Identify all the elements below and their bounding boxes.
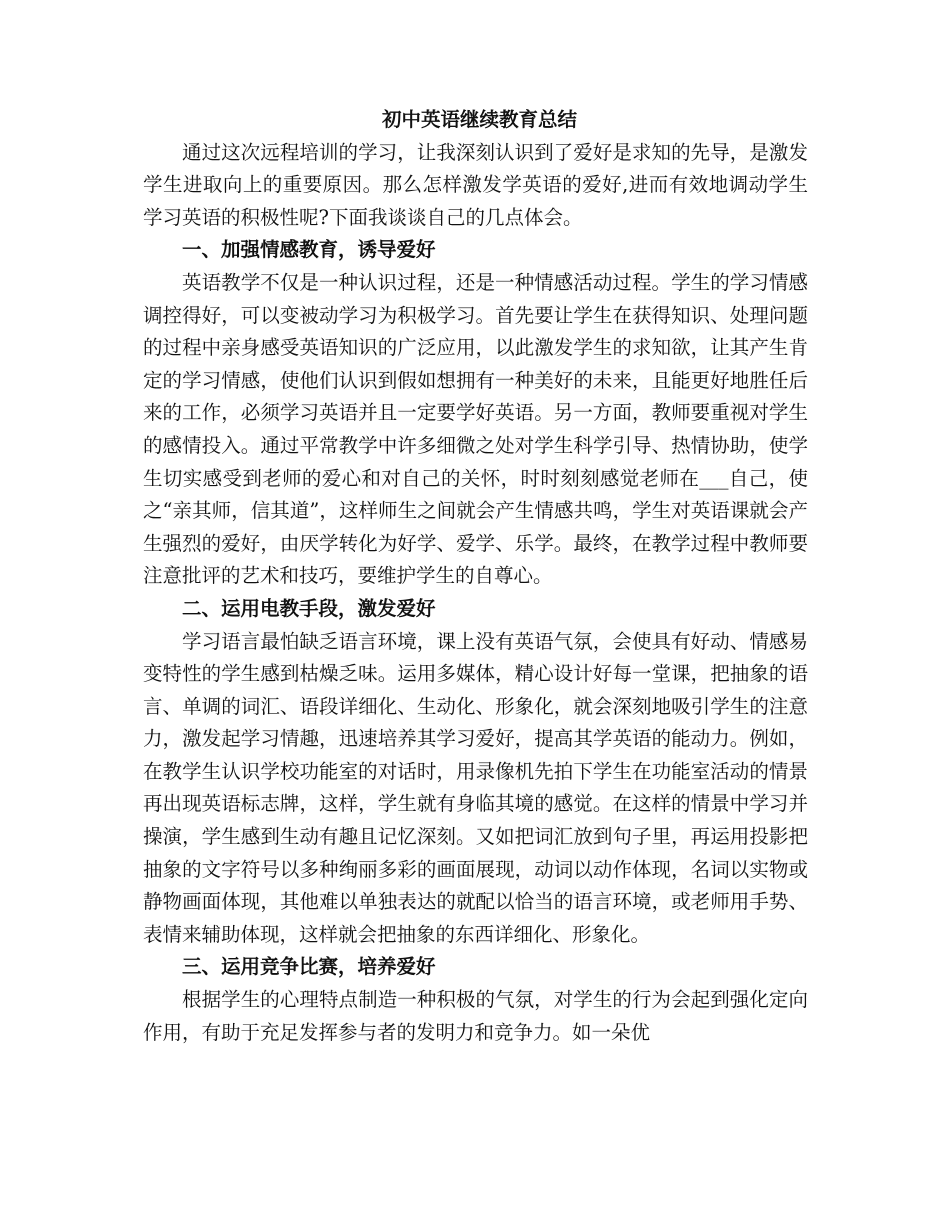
intro-paragraph: 通过这次远程培训的学习，让我深刻认识到了爱好是求知的先导，是激发学生进取向上的重要原因。那么怎样激发学英语的爱好,进而有效地调动学生学习英语的积极性呢?下面我谈谈自己的几点体会。 bbox=[143, 140, 808, 229]
section-heading-2: 二、运用电教手段，激发爱好 bbox=[182, 596, 436, 620]
section-heading-3: 三、运用竞争比赛，培养爱好 bbox=[182, 955, 436, 979]
section-body-3: 根据学生的心理特点制造一种积极的气氛，对学生的行为会起到强化定向作用，有助于充足发挥参与者的发明力和竞争力。如一朵优 bbox=[143, 988, 808, 1044]
document-title: 初中英语继续教育总结 bbox=[381, 108, 577, 131]
document-page bbox=[143, 104, 808, 1049]
section-body-2: 学习语言最怕缺乏语言环境，课上没有英语气氛，会使具有好动、情感易变特性的学生感到枯燥乏味。运用多媒体，精心设计好每一堂课，把抽象的语言、单调的词汇、语段详细化、生动化、形象化，就会深刻地吸引学生的注意力，激发起学习情趣，迅速培养其学习爱好，提高其学英语的能动力。例如，在教学生认识学校功能室的对话时，用录像机先拍下学生在功能室活动的情景再出现英语标志牌，这样，学生就有身临其境的感觉。在这样的情景中学习并操演，学生感到生动有趣且记忆深刻。又如把词汇放到句子里，再运用投影把抽象的文字符号以多种绚丽多彩的画面展现，动词以动作体现，名词以实物或静物画面体现，其他难以单独表达的就配以恰当的语言环境，或老师用手势、表情来辅助体现，这样就会把抽象的东西详细化、形象化。 bbox=[143, 629, 808, 946]
section-heading-1: 一、加强情感教育，诱导爱好 bbox=[182, 238, 436, 262]
section-body-1: 英语教学不仅是一种认识过程，还是一种情感活动过程。学生的学习情感调控得好，可以变被动学习为积极学习。首先要让学生在获得知识、处理问题的过程中亲身感受英语知识的广泛应用，以此激发学生的求知欲，让其产生肯定的学习情感，使他们认识到假如想拥有一种美好的未来，且能更好地胜任后来的工作，必须学习英语并且一定要学好英语。另一方面，教师要重视对学生的感情投入。通过平常教学中许多细微之处对学生科学引导、热情协助，使学生切实感受到老师的爱心和对自己的关怀，时时刻刻感觉老师在___自己，使之“亲其师，信其道”，这样师生之间就会产生情感共鸣，学生对英语课就会产生强烈的爱好，由厌学转化为好学、爱学、乐学。最终，在教学过程中教师要注意批评的艺术和技巧，要维护学生的自尊心。 bbox=[143, 270, 808, 588]
